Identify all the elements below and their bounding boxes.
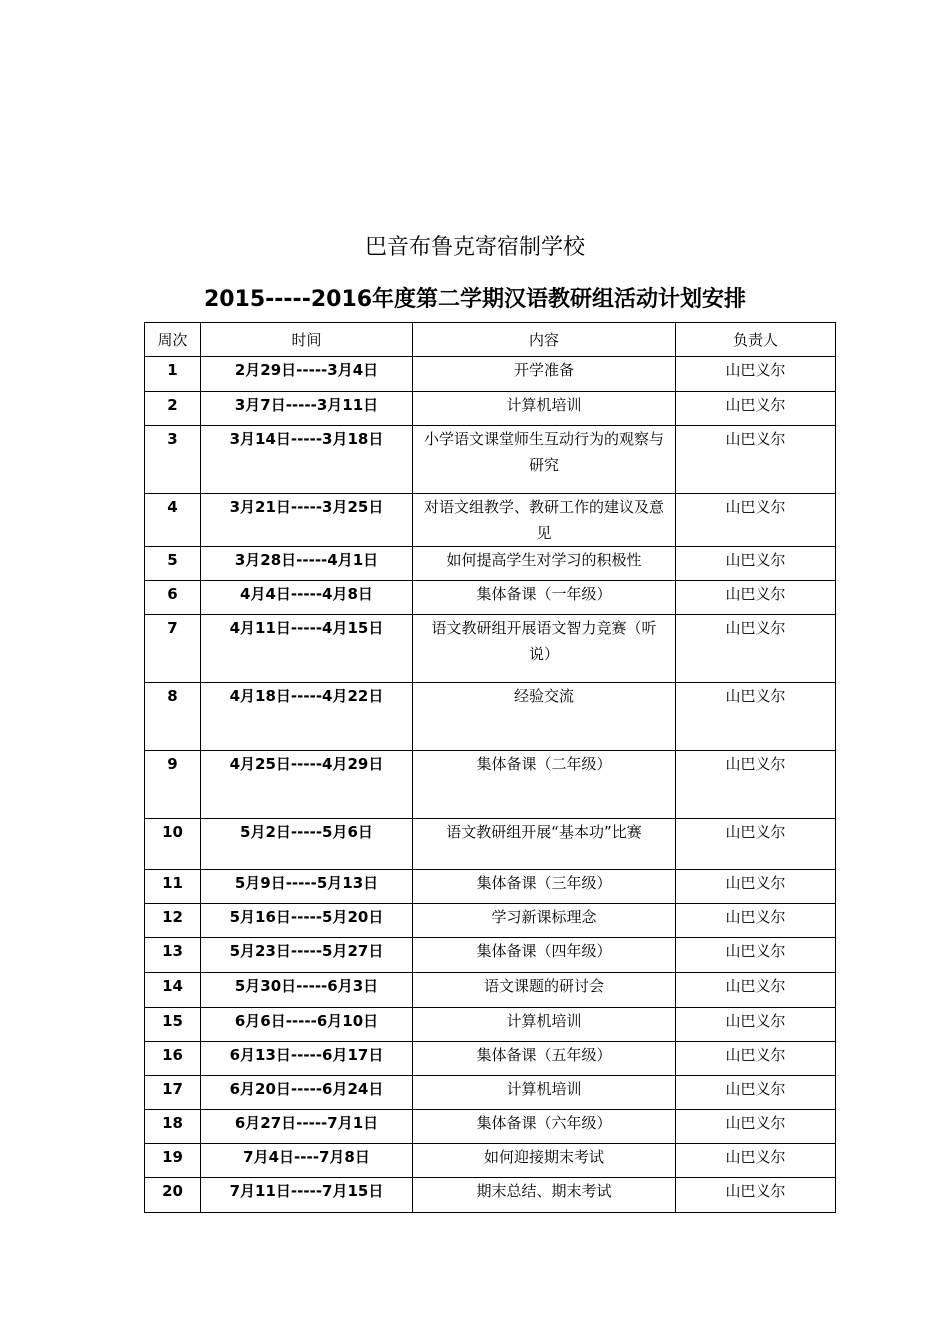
content-cell: 集体备课（三年级）	[413, 870, 676, 904]
content-cell: 集体备课（五年级）	[413, 1042, 676, 1076]
week-cell: 15	[145, 1008, 201, 1042]
content-cell: 小学语文课堂师生互动行为的观察与研究	[413, 426, 676, 494]
week-cell: 13	[145, 938, 201, 973]
content-cell: 集体备课（二年级）	[413, 751, 676, 819]
week-cell: 3	[145, 426, 201, 494]
content-cell: 如何提高学生对学习的积极性	[413, 547, 676, 581]
date-cell: 5月23日-----5月27日	[201, 938, 413, 973]
date-cell: 7月11日-----7月15日	[201, 1178, 413, 1213]
table-row	[145, 683, 836, 751]
content-cell: 集体备课（六年级）	[413, 1110, 676, 1144]
date-cell: 7月4日----7月8日	[201, 1144, 413, 1178]
person-cell: 山巴义尔	[676, 581, 836, 615]
content-cell: 对语文组教学、教研工作的建议及意见	[413, 494, 676, 547]
content-cell: 计算机培训	[413, 1008, 676, 1042]
content-cell: 学习新课标理念	[413, 904, 676, 938]
table-row	[145, 547, 836, 581]
week-cell: 18	[145, 1110, 201, 1144]
content-cell: 经验交流	[413, 683, 676, 751]
person-cell: 山巴义尔	[676, 1178, 836, 1213]
person-cell: 山巴义尔	[676, 1042, 836, 1076]
week-cell: 17	[145, 1076, 201, 1110]
content-cell: 期末总结、期末考试	[413, 1178, 676, 1213]
table-row	[145, 904, 836, 938]
week-cell: 20	[145, 1178, 201, 1213]
table-row	[145, 1110, 836, 1144]
header-content: 内容	[413, 323, 676, 357]
person-cell: 山巴义尔	[676, 615, 836, 683]
table-row	[145, 615, 836, 683]
table-row	[145, 426, 836, 494]
table-row	[145, 1042, 836, 1076]
content-cell: 计算机培训	[413, 1076, 676, 1110]
week-cell: 12	[145, 904, 201, 938]
person-cell: 山巴义尔	[676, 1076, 836, 1110]
table-row	[145, 1008, 836, 1042]
week-cell: 10	[145, 819, 201, 870]
table-row	[145, 870, 836, 904]
content-cell: 如何迎接期末考试	[413, 1144, 676, 1178]
week-cell: 8	[145, 683, 201, 751]
table-row	[145, 392, 836, 426]
table-row	[145, 973, 836, 1008]
date-cell: 3月28日-----4月1日	[201, 547, 413, 581]
table-row	[145, 938, 836, 973]
content-cell: 集体备课（四年级）	[413, 938, 676, 973]
person-cell: 山巴义尔	[676, 751, 836, 819]
content-cell: 集体备课（一年级）	[413, 581, 676, 615]
person-cell: 山巴义尔	[676, 392, 836, 426]
date-cell: 3月7日-----3月11日	[201, 392, 413, 426]
date-cell: 3月21日-----3月25日	[201, 494, 413, 547]
header-week: 周次	[145, 323, 201, 357]
week-cell: 14	[145, 973, 201, 1008]
table-row	[145, 819, 836, 870]
table-row	[145, 1178, 836, 1213]
date-cell: 5月30日-----6月3日	[201, 973, 413, 1008]
date-cell: 6月20日-----6月24日	[201, 1076, 413, 1110]
content-cell: 开学准备	[413, 357, 676, 392]
content-cell: 语文教研组开展“基本功”比赛	[413, 819, 676, 870]
week-cell: 9	[145, 751, 201, 819]
person-cell: 山巴义尔	[676, 357, 836, 392]
header-date: 时间	[201, 323, 413, 357]
table-row	[145, 357, 836, 392]
schedule-table	[144, 322, 836, 1213]
person-cell: 山巴义尔	[676, 973, 836, 1008]
date-cell: 4月4日-----4月8日	[201, 581, 413, 615]
person-cell: 山巴义尔	[676, 938, 836, 973]
date-cell: 4月11日-----4月15日	[201, 615, 413, 683]
person-cell: 山巴义尔	[676, 547, 836, 581]
date-cell: 5月16日-----5月20日	[201, 904, 413, 938]
content-cell: 计算机培训	[413, 392, 676, 426]
person-cell: 山巴义尔	[676, 819, 836, 870]
person-cell: 山巴义尔	[676, 870, 836, 904]
date-cell: 5月9日-----5月13日	[201, 870, 413, 904]
person-cell: 山巴义尔	[676, 494, 836, 547]
week-cell: 11	[145, 870, 201, 904]
week-cell: 6	[145, 581, 201, 615]
week-cell: 5	[145, 547, 201, 581]
document-title: 巴音布鲁克寄宿制学校	[364, 235, 585, 260]
table-row	[145, 1144, 836, 1178]
week-cell: 4	[145, 494, 201, 547]
date-cell: 3月14日-----3月18日	[201, 426, 413, 494]
person-cell: 山巴义尔	[676, 1008, 836, 1042]
date-cell: 6月27日-----7月1日	[201, 1110, 413, 1144]
week-cell: 7	[145, 615, 201, 683]
date-cell: 6月6日-----6月10日	[201, 1008, 413, 1042]
date-cell: 4月18日-----4月22日	[201, 683, 413, 751]
person-cell: 山巴义尔	[676, 904, 836, 938]
document-subtitle: 2015-----2016年度第二学期汉语教研组活动计划安排	[203, 287, 747, 312]
week-cell: 1	[145, 357, 201, 392]
date-cell: 5月2日-----5月6日	[201, 819, 413, 870]
person-cell: 山巴义尔	[676, 426, 836, 494]
table-row	[145, 751, 836, 819]
table-row	[145, 581, 836, 615]
content-cell: 语文课题的研讨会	[413, 973, 676, 1008]
person-cell: 山巴义尔	[676, 1110, 836, 1144]
date-cell: 4月25日-----4月29日	[201, 751, 413, 819]
table-header-row	[145, 323, 836, 357]
table-row	[145, 1076, 836, 1110]
week-cell: 19	[145, 1144, 201, 1178]
header-person: 负责人	[676, 323, 836, 357]
person-cell: 山巴义尔	[676, 1144, 836, 1178]
person-cell: 山巴义尔	[676, 683, 836, 751]
content-cell: 语文教研组开展语文智力竞赛（听说）	[413, 615, 676, 683]
table-row	[145, 494, 836, 547]
date-cell: 2月29日-----3月4日	[201, 357, 413, 392]
week-cell: 2	[145, 392, 201, 426]
week-cell: 16	[145, 1042, 201, 1076]
date-cell: 6月13日-----6月17日	[201, 1042, 413, 1076]
